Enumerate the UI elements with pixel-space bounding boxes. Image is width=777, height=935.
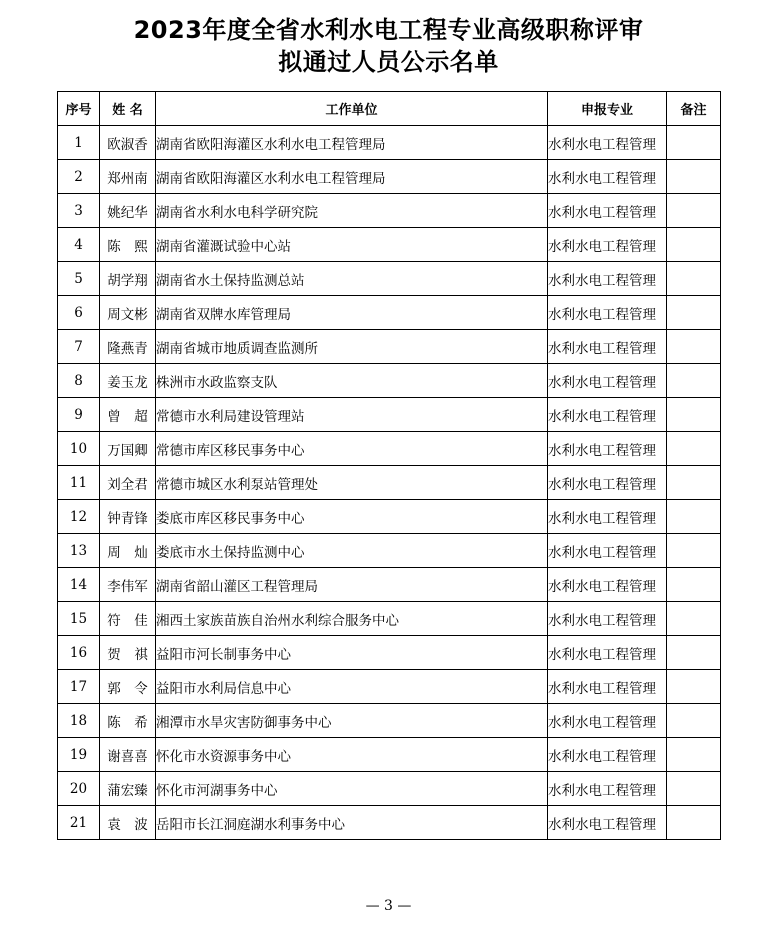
cell-declared-specialty: 水利水电工程管理	[548, 500, 667, 534]
table-row	[58, 466, 721, 500]
table-row	[58, 364, 721, 398]
cell-serial-number: 9	[58, 398, 100, 432]
cell-work-unit: 益阳市水利局信息中心	[156, 670, 548, 704]
cell-remarks	[667, 194, 721, 228]
cell-work-unit: 湖南省欧阳海灌区水利水电工程管理局	[156, 160, 548, 194]
cell-serial-number: 21	[58, 806, 100, 840]
cell-work-unit: 湖南省双牌水库管理局	[156, 296, 548, 330]
cell-work-unit: 娄底市水土保持监测中心	[156, 534, 548, 568]
cell-work-unit: 湖南省韶山灌区工程管理局	[156, 568, 548, 602]
cell-remarks	[667, 228, 721, 262]
cell-serial-number: 18	[58, 704, 100, 738]
cell-remarks	[667, 330, 721, 364]
document-title-line-1: 2023年度全省水利水电工程专业高级职称评审	[133, 16, 644, 44]
cell-serial-number: 5	[58, 262, 100, 296]
cell-declared-specialty: 水利水电工程管理	[548, 330, 667, 364]
cell-work-unit: 益阳市河长制事务中心	[156, 636, 548, 670]
cell-remarks	[667, 806, 721, 840]
cell-remarks	[667, 636, 721, 670]
table-row	[58, 534, 721, 568]
cell-work-unit: 岳阳市长江洞庭湖水利事务中心	[156, 806, 548, 840]
cell-remarks	[667, 296, 721, 330]
cell-remarks	[667, 772, 721, 806]
table-row	[58, 568, 721, 602]
cell-serial-number: 17	[58, 670, 100, 704]
cell-name: 袁 波	[100, 806, 156, 840]
cell-serial-number: 13	[58, 534, 100, 568]
cell-name: 胡学翔	[100, 262, 156, 296]
table-row	[58, 806, 721, 840]
cell-work-unit: 湘潭市水旱灾害防御事务中心	[156, 704, 548, 738]
cell-work-unit: 湖南省欧阳海灌区水利水电工程管理局	[156, 126, 548, 160]
cell-remarks	[667, 568, 721, 602]
cell-serial-number: 20	[58, 772, 100, 806]
cell-serial-number: 3	[58, 194, 100, 228]
cell-name: 曾 超	[100, 398, 156, 432]
cell-declared-specialty: 水利水电工程管理	[548, 636, 667, 670]
roster-table	[57, 91, 721, 840]
cell-work-unit: 娄底市库区移民事务中心	[156, 500, 548, 534]
cell-name: 郑州南	[100, 160, 156, 194]
cell-declared-specialty: 水利水电工程管理	[548, 194, 667, 228]
cell-work-unit: 常德市水利局建设管理站	[156, 398, 548, 432]
cell-work-unit: 株洲市水政监察支队	[156, 364, 548, 398]
cell-name: 万国卿	[100, 432, 156, 466]
header-serial-number: 序号	[58, 92, 100, 126]
table-row	[58, 432, 721, 466]
cell-name: 陈 熙	[100, 228, 156, 262]
cell-declared-specialty: 水利水电工程管理	[548, 568, 667, 602]
cell-remarks	[667, 432, 721, 466]
cell-name: 钟青锋	[100, 500, 156, 534]
cell-name: 姜玉龙	[100, 364, 156, 398]
cell-work-unit: 湖南省水利水电科学研究院	[156, 194, 548, 228]
cell-serial-number: 7	[58, 330, 100, 364]
cell-remarks	[667, 364, 721, 398]
cell-name: 周 灿	[100, 534, 156, 568]
cell-serial-number: 12	[58, 500, 100, 534]
cell-declared-specialty: 水利水电工程管理	[548, 432, 667, 466]
cell-declared-specialty: 水利水电工程管理	[548, 262, 667, 296]
cell-declared-specialty: 水利水电工程管理	[548, 228, 667, 262]
table-row	[58, 330, 721, 364]
cell-declared-specialty: 水利水电工程管理	[548, 670, 667, 704]
cell-remarks	[667, 160, 721, 194]
cell-name: 刘全君	[100, 466, 156, 500]
header-name: 姓 名	[100, 92, 156, 126]
cell-remarks	[667, 262, 721, 296]
table-row	[58, 602, 721, 636]
cell-work-unit: 湘西土家族苗族自治州水利综合服务中心	[156, 602, 548, 636]
cell-declared-specialty: 水利水电工程管理	[548, 466, 667, 500]
cell-work-unit: 湖南省水土保持监测总站	[156, 262, 548, 296]
cell-remarks	[667, 126, 721, 160]
table-row	[58, 500, 721, 534]
cell-remarks	[667, 670, 721, 704]
cell-name: 符 佳	[100, 602, 156, 636]
cell-name: 谢喜喜	[100, 738, 156, 772]
table-body	[58, 126, 721, 840]
cell-name: 姚纪华	[100, 194, 156, 228]
cell-name: 陈 希	[100, 704, 156, 738]
cell-remarks	[667, 466, 721, 500]
page-number: — 3 —	[365, 898, 412, 914]
cell-work-unit: 湖南省灌溉试验中心站	[156, 228, 548, 262]
cell-serial-number: 14	[58, 568, 100, 602]
header-declared-specialty: 申报专业	[548, 92, 667, 126]
cell-name: 欧淑香	[100, 126, 156, 160]
cell-serial-number: 8	[58, 364, 100, 398]
cell-serial-number: 19	[58, 738, 100, 772]
table-row	[58, 296, 721, 330]
cell-declared-specialty: 水利水电工程管理	[548, 296, 667, 330]
table-row	[58, 160, 721, 194]
cell-declared-specialty: 水利水电工程管理	[548, 772, 667, 806]
cell-declared-specialty: 水利水电工程管理	[548, 806, 667, 840]
cell-remarks	[667, 534, 721, 568]
document-title-line-2: 拟通过人员公示名单	[278, 48, 499, 76]
cell-remarks	[667, 398, 721, 432]
table-row	[58, 194, 721, 228]
table-header-row	[58, 92, 721, 126]
table-row	[58, 636, 721, 670]
table-row	[58, 772, 721, 806]
cell-serial-number: 4	[58, 228, 100, 262]
cell-work-unit: 常德市库区移民事务中心	[156, 432, 548, 466]
cell-serial-number: 6	[58, 296, 100, 330]
cell-name: 蒲宏臻	[100, 772, 156, 806]
cell-name: 隆燕青	[100, 330, 156, 364]
cell-serial-number: 10	[58, 432, 100, 466]
cell-remarks	[667, 602, 721, 636]
cell-serial-number: 2	[58, 160, 100, 194]
cell-name: 周文彬	[100, 296, 156, 330]
cell-declared-specialty: 水利水电工程管理	[548, 534, 667, 568]
cell-remarks	[667, 704, 721, 738]
cell-declared-specialty: 水利水电工程管理	[548, 738, 667, 772]
cell-work-unit: 怀化市水资源事务中心	[156, 738, 548, 772]
table-row	[58, 126, 721, 160]
cell-declared-specialty: 水利水电工程管理	[548, 398, 667, 432]
table-row	[58, 704, 721, 738]
table-row	[58, 398, 721, 432]
cell-declared-specialty: 水利水电工程管理	[548, 704, 667, 738]
table-row	[58, 228, 721, 262]
cell-name: 李伟军	[100, 568, 156, 602]
header-remarks: 备注	[667, 92, 721, 126]
header-work-unit: 工作单位	[156, 92, 548, 126]
cell-declared-specialty: 水利水电工程管理	[548, 602, 667, 636]
cell-work-unit: 怀化市河湖事务中心	[156, 772, 548, 806]
cell-declared-specialty: 水利水电工程管理	[548, 364, 667, 398]
cell-remarks	[667, 738, 721, 772]
cell-work-unit: 常德市城区水利泵站管理处	[156, 466, 548, 500]
cell-name: 郭 令	[100, 670, 156, 704]
cell-work-unit: 湖南省城市地质调查监测所	[156, 330, 548, 364]
cell-serial-number: 15	[58, 602, 100, 636]
cell-serial-number: 11	[58, 466, 100, 500]
cell-name: 贺 祺	[100, 636, 156, 670]
table-row	[58, 262, 721, 296]
cell-remarks	[667, 500, 721, 534]
cell-declared-specialty: 水利水电工程管理	[548, 126, 667, 160]
cell-serial-number: 1	[58, 126, 100, 160]
cell-serial-number: 16	[58, 636, 100, 670]
table-row	[58, 738, 721, 772]
cell-declared-specialty: 水利水电工程管理	[548, 160, 667, 194]
table-row	[58, 670, 721, 704]
